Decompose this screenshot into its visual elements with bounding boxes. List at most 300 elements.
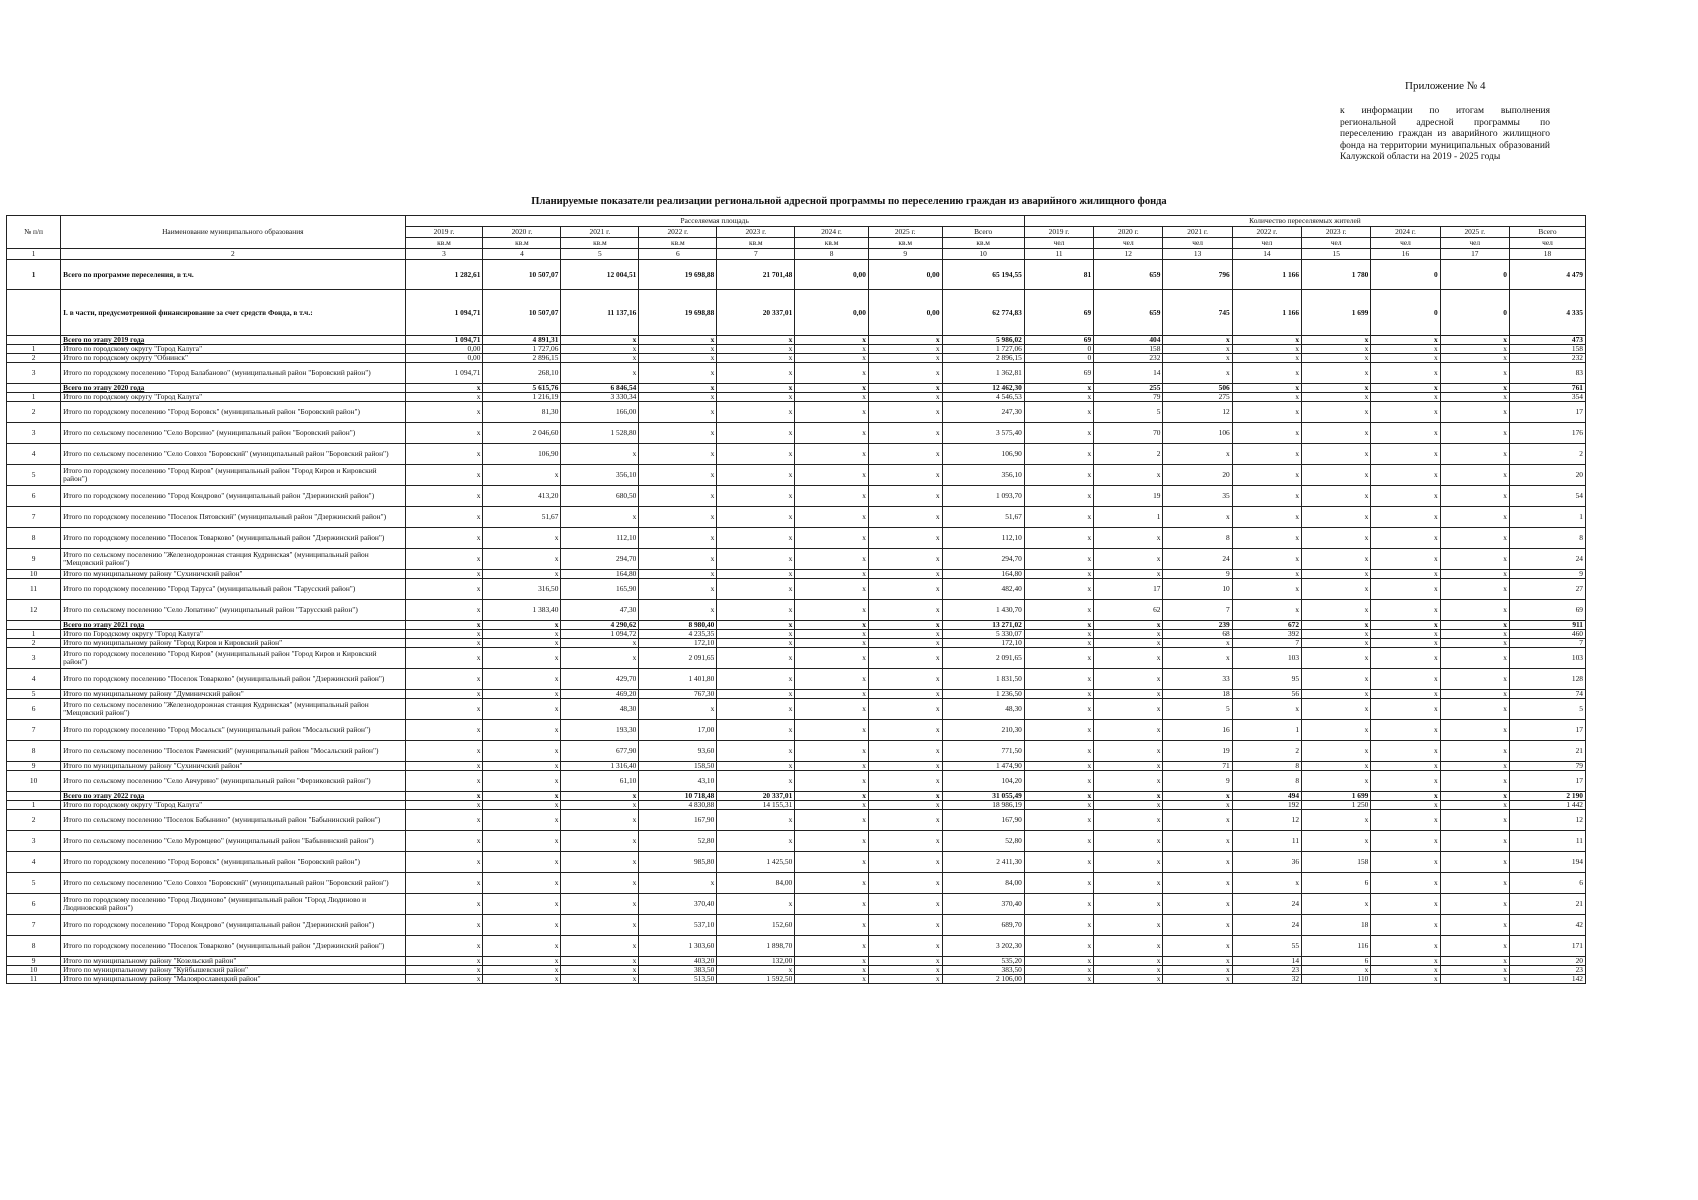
people-value: 8: [1232, 762, 1301, 771]
people-value: 232: [1094, 354, 1163, 363]
people-value: 158: [1094, 345, 1163, 354]
area-value: x: [717, 579, 795, 600]
people-value: x: [1094, 528, 1163, 549]
people-value: x: [1024, 741, 1093, 762]
column-number: 5: [561, 249, 639, 260]
area-value: x: [795, 423, 869, 444]
people-value: x: [1440, 957, 1509, 966]
area-value: x: [795, 579, 869, 600]
area-value: x: [561, 873, 639, 894]
people-value: x: [1440, 915, 1509, 936]
people-value: x: [1024, 690, 1093, 699]
area-value: x: [717, 363, 795, 384]
area-value: x: [639, 345, 717, 354]
area-value: 17,00: [639, 720, 717, 741]
row-number: 8: [7, 936, 61, 957]
area-value: 2 411,30: [942, 852, 1024, 873]
municipality-name: Итого по городскому поселению "Город Боровск" (муниципальный район "Боровский район"): [61, 852, 405, 873]
area-value: x: [717, 720, 795, 741]
people-value: 69: [1024, 336, 1093, 345]
area-value: x: [405, 579, 483, 600]
municipality-name: Итого по городскому поселению "Город Мосальск" (муниципальный район "Мосальский район"): [61, 720, 405, 741]
people-value: x: [1440, 336, 1509, 345]
unit-header: кв.м: [561, 238, 639, 249]
col-num-header: № п/п: [7, 216, 61, 249]
people-value: x: [1371, 384, 1440, 393]
year-header: 2019 г.: [1024, 227, 1093, 238]
people-value: 0: [1024, 345, 1093, 354]
table-row: [7, 762, 1586, 771]
people-value: x: [1094, 648, 1163, 669]
table-row: [7, 741, 1586, 762]
area-value: 680,50: [561, 486, 639, 507]
area-value: 172,10: [942, 639, 1024, 648]
people-value: x: [1094, 936, 1163, 957]
people-value: 36: [1232, 852, 1301, 873]
people-value: x: [1440, 600, 1509, 621]
people-value: 1 780: [1302, 260, 1371, 290]
area-value: x: [795, 792, 869, 801]
area-value: 1 094,72: [561, 630, 639, 639]
people-value: 0: [1440, 260, 1509, 290]
row-number: 7: [7, 915, 61, 936]
people-value: x: [1024, 507, 1093, 528]
area-value: 106,90: [483, 444, 561, 465]
people-value: x: [1371, 771, 1440, 792]
area-value: x: [717, 393, 795, 402]
people-value: 103: [1232, 648, 1301, 669]
area-value: x: [561, 801, 639, 810]
row-number: [7, 621, 61, 630]
municipality-name: Итого по городскому поселению "Город Кондрово" (муниципальный район "Дзержинский район"): [61, 915, 405, 936]
area-value: 294,70: [942, 549, 1024, 570]
people-value: x: [1302, 465, 1371, 486]
column-number: 7: [717, 249, 795, 260]
people-value: 42: [1509, 915, 1585, 936]
row-number: 4: [7, 852, 61, 873]
area-value: x: [405, 957, 483, 966]
people-value: 494: [1232, 792, 1301, 801]
people-value: x: [1094, 639, 1163, 648]
column-number: 4: [483, 249, 561, 260]
people-value: x: [1094, 831, 1163, 852]
people-value: x: [1440, 975, 1509, 984]
area-value: x: [868, 720, 942, 741]
people-value: 24: [1509, 549, 1585, 570]
people-value: x: [1163, 345, 1232, 354]
people-value: 24: [1232, 915, 1301, 936]
area-value: x: [483, 810, 561, 831]
area-value: 2 091,65: [639, 648, 717, 669]
people-value: 69: [1024, 290, 1093, 336]
area-value: 21 701,48: [717, 260, 795, 290]
people-value: x: [1440, 579, 1509, 600]
row-number: 9: [7, 762, 61, 771]
area-value: x: [405, 873, 483, 894]
people-value: x: [1371, 549, 1440, 570]
area-value: x: [868, 570, 942, 579]
people-value: x: [1440, 762, 1509, 771]
area-value: 13 271,02: [942, 621, 1024, 630]
area-value: 985,80: [639, 852, 717, 873]
table-row: [7, 720, 1586, 741]
area-value: x: [561, 936, 639, 957]
area-value: x: [483, 975, 561, 984]
year-header: Всего: [942, 227, 1024, 238]
area-value: x: [483, 720, 561, 741]
people-value: x: [1094, 549, 1163, 570]
people-value: 911: [1509, 621, 1585, 630]
area-value: 294,70: [561, 549, 639, 570]
people-value: x: [1302, 354, 1371, 363]
people-value: 158: [1509, 345, 1585, 354]
area-value: x: [561, 975, 639, 984]
area-value: x: [868, 639, 942, 648]
row-number: 1: [7, 393, 61, 402]
area-value: x: [868, 699, 942, 720]
area-value: 19 698,88: [639, 260, 717, 290]
area-value: 10 718,48: [639, 792, 717, 801]
table-row: [7, 852, 1586, 873]
row-number: 1: [7, 630, 61, 639]
municipality-name: Итого по сельскому поселению "Село Лопатино" (муниципальный район "Тарусский район"): [61, 600, 405, 621]
row-number: 10: [7, 570, 61, 579]
unit-header: кв.м: [405, 238, 483, 249]
area-value: x: [483, 639, 561, 648]
area-value: 12 462,30: [942, 384, 1024, 393]
area-value: x: [717, 600, 795, 621]
people-value: 7: [1163, 600, 1232, 621]
people-value: x: [1094, 465, 1163, 486]
row-number: [7, 384, 61, 393]
area-value: x: [868, 444, 942, 465]
people-value: 24: [1232, 894, 1301, 915]
area-value: x: [868, 402, 942, 423]
area-value: x: [795, 570, 869, 579]
area-value: 10 507,07: [483, 290, 561, 336]
unit-header: кв.м: [717, 238, 795, 249]
people-value: x: [1232, 363, 1301, 384]
people-value: 21: [1509, 894, 1585, 915]
people-value: 110: [1302, 975, 1371, 984]
municipality-name: I. в части, предусмотренной финансирование за счет средств Фонда, в т.ч.:: [61, 290, 405, 336]
row-number: 8: [7, 528, 61, 549]
people-value: x: [1163, 648, 1232, 669]
municipality-name: Всего по этапу 2020 года: [61, 384, 405, 393]
area-value: x: [795, 720, 869, 741]
area-value: 482,40: [942, 579, 1024, 600]
area-value: 0,00: [868, 290, 942, 336]
people-value: x: [1094, 762, 1163, 771]
area-value: x: [795, 393, 869, 402]
municipality-name: Всего по программе переселения, в т.ч.: [61, 260, 405, 290]
area-value: x: [795, 600, 869, 621]
people-value: 10: [1163, 579, 1232, 600]
area-value: 316,50: [483, 579, 561, 600]
area-value: 2 091,65: [942, 648, 1024, 669]
people-value: 239: [1163, 621, 1232, 630]
area-value: 172,10: [639, 639, 717, 648]
people-value: 1 250: [1302, 801, 1371, 810]
people-value: 745: [1163, 290, 1232, 336]
people-value: x: [1302, 579, 1371, 600]
area-value: 62 774,83: [942, 290, 1024, 336]
people-value: 14: [1094, 363, 1163, 384]
area-value: x: [868, 648, 942, 669]
area-value: x: [795, 801, 869, 810]
area-value: x: [717, 336, 795, 345]
area-value: 4 235,35: [639, 630, 717, 639]
area-value: x: [868, 465, 942, 486]
column-number: 18: [1509, 249, 1585, 260]
year-header: 2023 г.: [717, 227, 795, 238]
area-value: x: [717, 423, 795, 444]
people-value: x: [1163, 336, 1232, 345]
row-number: 3: [7, 831, 61, 852]
table-row: [7, 600, 1586, 621]
people-value: 4 479: [1509, 260, 1585, 290]
people-value: 0: [1371, 260, 1440, 290]
unit-header: чел: [1024, 238, 1093, 249]
area-value: x: [868, 831, 942, 852]
year-header: 2025 г.: [868, 227, 942, 238]
area-value: x: [561, 444, 639, 465]
people-value: x: [1024, 957, 1093, 966]
row-number: 2: [7, 354, 61, 363]
people-value: 54: [1509, 486, 1585, 507]
people-value: x: [1094, 966, 1163, 975]
area-value: x: [717, 345, 795, 354]
people-value: x: [1024, 579, 1093, 600]
people-value: 79: [1509, 762, 1585, 771]
area-value: 132,00: [717, 957, 795, 966]
area-value: 4 546,53: [942, 393, 1024, 402]
people-value: x: [1440, 393, 1509, 402]
area-value: x: [717, 354, 795, 363]
people-value: x: [1302, 345, 1371, 354]
people-value: x: [1440, 720, 1509, 741]
area-value: x: [405, 402, 483, 423]
people-value: x: [1232, 570, 1301, 579]
area-value: 1 727,06: [942, 345, 1024, 354]
people-value: 2 190: [1509, 792, 1585, 801]
municipality-name: Итого по городскому поселению "Город Киров" (муниципальный район "Город Киров и Кировский район"): [61, 648, 405, 669]
area-value: x: [561, 648, 639, 669]
column-number: 17: [1440, 249, 1509, 260]
people-value: x: [1024, 393, 1093, 402]
area-value: x: [795, 873, 869, 894]
people-value: 2: [1509, 444, 1585, 465]
area-value: x: [639, 393, 717, 402]
area-value: x: [405, 915, 483, 936]
table-row: [7, 771, 1586, 792]
people-value: x: [1024, 648, 1093, 669]
area-value: 537,10: [639, 915, 717, 936]
area-value: 20 337,01: [717, 792, 795, 801]
people-value: 69: [1024, 363, 1093, 384]
people-value: x: [1302, 810, 1371, 831]
municipality-name: Итого по городскому поселению "Поселок Товарково" (муниципальный район "Дзержинский район"): [61, 669, 405, 690]
area-value: 1 236,50: [942, 690, 1024, 699]
table-row: [7, 345, 1586, 354]
people-value: x: [1440, 771, 1509, 792]
people-value: x: [1094, 852, 1163, 873]
area-value: x: [405, 528, 483, 549]
area-value: x: [717, 690, 795, 699]
area-value: x: [868, 528, 942, 549]
area-value: 1 282,61: [405, 260, 483, 290]
municipality-name: Итого по муниципальному району "Малоярославецкий район": [61, 975, 405, 984]
area-value: 18 986,19: [942, 801, 1024, 810]
year-header: 2023 г.: [1302, 227, 1371, 238]
area-value: 158,50: [639, 762, 717, 771]
row-number: 9: [7, 549, 61, 570]
area-value: x: [868, 741, 942, 762]
people-value: 192: [1232, 801, 1301, 810]
municipality-name: Итого по городскому поселению "Город Боровск" (муниципальный район "Боровский район"): [61, 402, 405, 423]
area-value: x: [483, 852, 561, 873]
area-value: x: [795, 507, 869, 528]
area-value: x: [868, 801, 942, 810]
area-value: 84,00: [942, 873, 1024, 894]
people-value: x: [1024, 600, 1093, 621]
area-value: 0,00: [795, 260, 869, 290]
people-value: x: [1302, 690, 1371, 699]
people-value: x: [1094, 699, 1163, 720]
area-value: x: [405, 936, 483, 957]
column-number: 16: [1371, 249, 1440, 260]
area-value: 112,10: [561, 528, 639, 549]
people-value: 176: [1509, 423, 1585, 444]
people-value: x: [1371, 402, 1440, 423]
people-value: 659: [1094, 260, 1163, 290]
area-value: x: [405, 486, 483, 507]
people-value: 103: [1509, 648, 1585, 669]
unit-header: кв.м: [483, 238, 561, 249]
area-value: x: [639, 549, 717, 570]
people-value: x: [1440, 810, 1509, 831]
area-value: 1 094,71: [405, 363, 483, 384]
area-value: 106,90: [942, 444, 1024, 465]
people-value: x: [1440, 639, 1509, 648]
table-row: [7, 465, 1586, 486]
area-value: 356,10: [942, 465, 1024, 486]
people-value: x: [1302, 630, 1371, 639]
table-row: [7, 260, 1586, 290]
area-value: x: [639, 600, 717, 621]
area-value: 1 401,80: [639, 669, 717, 690]
table-row: [7, 669, 1586, 690]
year-header: 2024 г.: [795, 227, 869, 238]
row-number: 6: [7, 699, 61, 720]
area-value: x: [795, 621, 869, 630]
people-value: 659: [1094, 290, 1163, 336]
area-value: x: [639, 486, 717, 507]
area-value: x: [483, 570, 561, 579]
people-value: x: [1163, 936, 1232, 957]
table-row: [7, 336, 1586, 345]
people-value: 761: [1509, 384, 1585, 393]
people-value: x: [1440, 852, 1509, 873]
people-value: x: [1024, 762, 1093, 771]
area-value: x: [483, 831, 561, 852]
area-value: 513,50: [639, 975, 717, 984]
people-value: 12: [1163, 402, 1232, 423]
table-row: [7, 966, 1586, 975]
area-value: 167,90: [639, 810, 717, 831]
year-header: 2021 г.: [1163, 227, 1232, 238]
area-value: 210,30: [942, 720, 1024, 741]
people-value: 1: [1232, 720, 1301, 741]
area-value: x: [795, 336, 869, 345]
people-value: 69: [1509, 600, 1585, 621]
people-value: x: [1232, 402, 1301, 423]
area-value: 3 202,30: [942, 936, 1024, 957]
area-value: 165,90: [561, 579, 639, 600]
appendix-label: Приложение № 4: [1405, 80, 1486, 92]
area-value: x: [483, 915, 561, 936]
area-value: x: [483, 801, 561, 810]
people-value: x: [1232, 465, 1301, 486]
people-value: x: [1371, 975, 1440, 984]
area-value: x: [868, 384, 942, 393]
people-value: x: [1440, 465, 1509, 486]
area-value: 167,90: [942, 810, 1024, 831]
people-value: 1: [1509, 507, 1585, 528]
municipality-name: Итого по городскому поселению "Город Кондрово" (муниципальный район "Дзержинский район"): [61, 486, 405, 507]
column-number: 8: [795, 249, 869, 260]
area-value: x: [483, 630, 561, 639]
people-value: x: [1232, 393, 1301, 402]
area-value: x: [483, 690, 561, 699]
area-value: 5 986,02: [942, 336, 1024, 345]
people-value: x: [1094, 957, 1163, 966]
area-value: x: [405, 621, 483, 630]
people-value: x: [1024, 630, 1093, 639]
area-value: x: [795, 354, 869, 363]
area-value: 1 425,50: [717, 852, 795, 873]
area-value: x: [868, 810, 942, 831]
area-value: x: [717, 507, 795, 528]
area-value: x: [561, 852, 639, 873]
area-value: x: [717, 549, 795, 570]
area-value: x: [405, 894, 483, 915]
people-value: x: [1094, 894, 1163, 915]
unit-header: кв.м: [795, 238, 869, 249]
people-value: 672: [1232, 621, 1301, 630]
area-value: 469,20: [561, 690, 639, 699]
municipality-name: Итого по городскому поселению "Город Людиново" (муниципальный район "Город Людиново и Людиновский район"): [61, 894, 405, 915]
area-value: x: [795, 771, 869, 792]
people-value: x: [1371, 936, 1440, 957]
area-value: x: [561, 639, 639, 648]
area-value: x: [405, 975, 483, 984]
people-value: x: [1024, 852, 1093, 873]
municipality-name: Итого по городскому поселению "Город Таруса" (муниципальный район "Тарусский район"): [61, 579, 405, 600]
row-number: 5: [7, 465, 61, 486]
area-value: x: [795, 699, 869, 720]
municipality-name: Итого по сельскому поселению "Поселок Раменский" (муниципальный район "Мосальский район"): [61, 741, 405, 762]
people-value: 9: [1509, 570, 1585, 579]
people-value: x: [1440, 648, 1509, 669]
area-value: x: [639, 423, 717, 444]
people-value: x: [1232, 345, 1301, 354]
area-value: x: [405, 630, 483, 639]
area-value: x: [405, 852, 483, 873]
area-value: x: [561, 810, 639, 831]
people-value: 70: [1094, 423, 1163, 444]
people-value: x: [1302, 741, 1371, 762]
